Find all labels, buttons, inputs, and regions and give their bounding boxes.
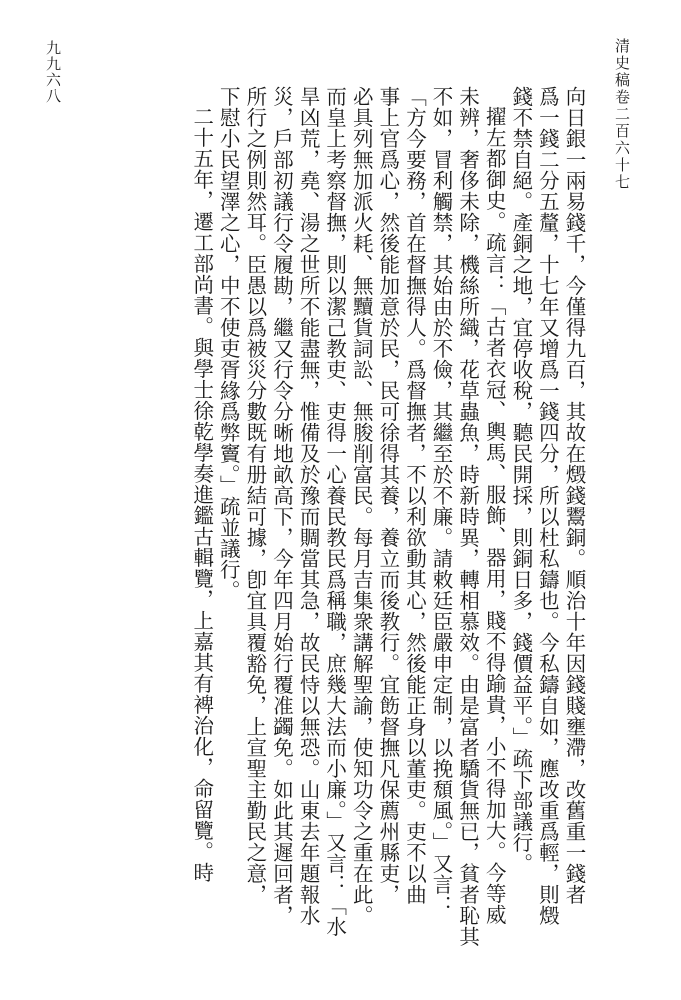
text-line: 而皇上考察督撫，則以潔己教吏、吏得一心養民教民爲稱職，庶幾大法而小廉。」又言：「水	[322, 86, 347, 937]
text-line: 必具列無加派火耗、無黷貨詞訟、無朘削富民。每月吉集衆講解聖諭，使知功令之重在此。	[349, 86, 374, 926]
text-line: 旱凶荒，堯、湯之世所不能盡無，惟備及於豫而賙當其急，故民恃以無恐。山東去年題報水	[296, 86, 321, 926]
text-line: 向日銀一兩易錢千，今僅得九百，其故在燬錢鬻銅。順治十年因錢賤壅滯，改舊重一錢者	[562, 86, 586, 905]
text-line: 「方今要務，首在督撫得人。爲督撫者，不以利欲動其心，然後能正身以董吏。吏不以曲	[402, 86, 427, 905]
running-header-title: 清史稿卷二百六十七	[613, 38, 631, 191]
text-line: 事上官爲心，然後能加意於民，民可徐得其養，養立而後教行。宜飭督撫凡保薦州縣吏，	[375, 86, 400, 905]
text-line: 爲一錢二分五釐，十七年又增爲一錢四分，所以杜私鑄也。今私鑄自如，應改重爲輕，則燬	[535, 86, 560, 926]
text-line: 不如，冒利觸禁，其始由於不儉，其繼至於不廉。請敕廷臣嚴申定制，以挽頹風。」又言：	[429, 86, 454, 916]
text-line: 二十五年，遷工部尚書。與學士徐乾學奏進鑑古輯覽，上嘉其有裨治化，命留覽。時	[189, 106, 214, 883]
body-text	[188, 86, 587, 986]
text-line: 未辨，奢侈未除，機絲所織，花草蟲魚，時新時異，轉相慕效。由是富者驕貨無已，貧者恥其	[455, 86, 480, 947]
text-line: 災，戶部初議行令履勘，繼又行令分晰地畝高下，今年四月始行覆准蠲免。如此其遲回者，	[269, 86, 294, 926]
text-line: 擢左都御史。疏言：「古者衣冠、輿馬、服飾、器用，賤不得踰貴，小不得加大。今等威	[482, 106, 507, 925]
text-line: 所行之例則然耳。臣愚以爲被災分數既有册結可據，卽宜具覆豁免，上宣聖主勤民之意，	[242, 86, 267, 905]
text-line: 錢不禁自絕。產銅之地，宜停收稅，聽民開採，則銅日多，錢價益平。」疏下部議行。	[508, 86, 533, 874]
text-line: 下慰小民望澤之心，中不使吏胥緣爲弊竇。」疏並議行。	[216, 86, 241, 601]
page-number: 九九六八	[44, 40, 62, 104]
